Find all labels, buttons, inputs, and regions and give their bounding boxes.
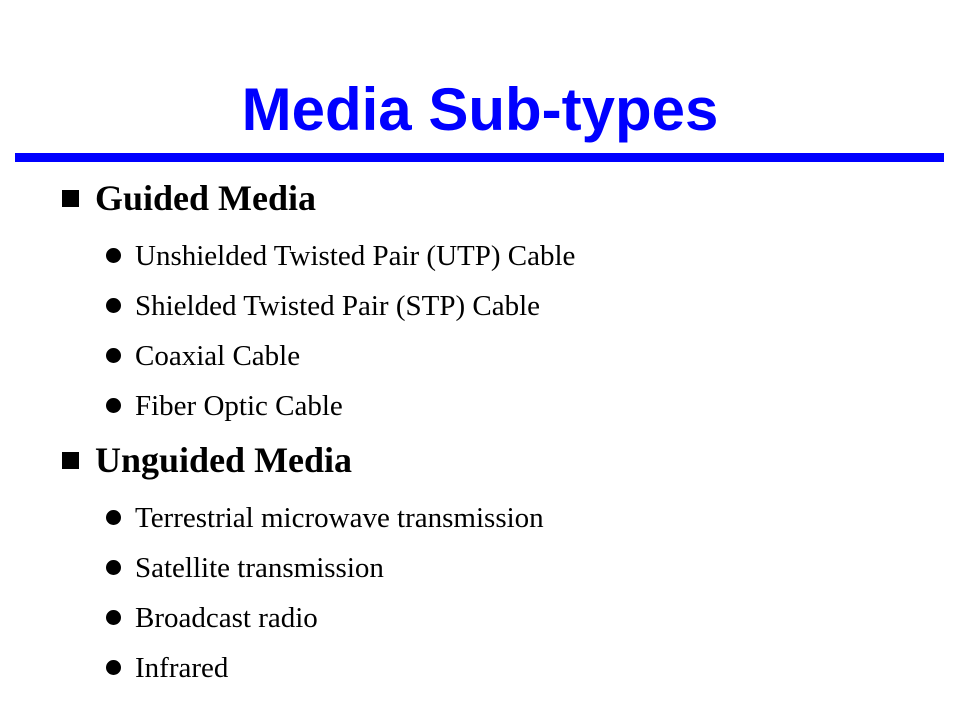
list-item [0,280,960,330]
list-item-label: Coaxial Cable [135,340,301,372]
round-bullet-icon [106,660,121,675]
list-item-label: Satellite transmission [135,552,384,584]
section-unguided-media [0,430,960,692]
round-bullet-icon [106,510,121,525]
list-item-label: Unshielded Twisted Pair (UTP) Cable [135,240,576,272]
section-heading-row [0,168,960,230]
list-item [0,230,960,280]
list-item [0,542,960,592]
section-heading-row [0,430,960,492]
list-item-label: Terrestrial microwave transmission [135,502,544,534]
section-heading: Unguided Media [95,440,353,480]
list-item [0,592,960,642]
list-item-label: Fiber Optic Cable [135,390,343,422]
list-item [0,380,960,430]
list-item [0,330,960,380]
round-bullet-icon [106,348,121,363]
list-item-label: Infrared [135,652,229,684]
round-bullet-icon [106,610,121,625]
square-bullet-icon [62,190,79,207]
list-item [0,492,960,542]
slide-content [0,168,960,692]
title-underline-rule [15,153,944,162]
section-heading: Guided Media [95,178,317,218]
square-bullet-icon [62,452,79,469]
list-item-label: Shielded Twisted Pair (STP) Cable [135,290,541,322]
round-bullet-icon [106,298,121,313]
round-bullet-icon [106,248,121,263]
list-item [0,642,960,692]
slide-title: Media Sub-types [241,76,719,143]
section-guided-media [0,168,960,430]
round-bullet-icon [106,560,121,575]
list-item-label: Broadcast radio [135,602,318,634]
round-bullet-icon [106,398,121,413]
